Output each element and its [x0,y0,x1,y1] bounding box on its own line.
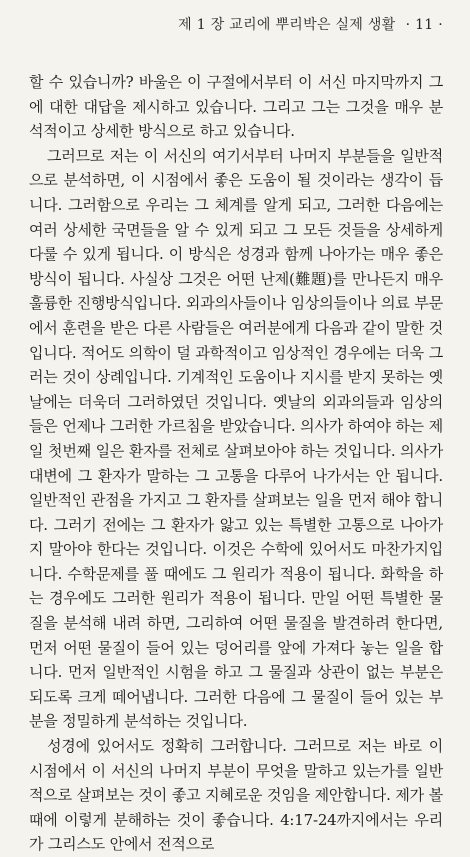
paragraph-1: 할 수 있습니까? 바울은 이 구절에서부터 이 서신 마지막까지 그에 대한 대답을 제시하고 있습니다. 그리고 그는 그것을 매우 분석적이고 상세한 방식으로 하고 있습니다. [29,73,443,141]
body-text [29,70,443,857]
paragraph-3: 성경에 있어서도 정확히 그러합니다. 그러므로 저는 바로 이 시점에서 이 서신의 나머지 부분이 무엇을 말하고 있는가를 일반적으로 살펴보는 것이 좋고 지혜로운 것임을 제안합니다. 제가 볼 때에 이렇게 분해하는 것이 좋습니다. 4:17-24까지에서는 우리가 그리스도 안에서 전적으로 [29,737,443,854]
page-number: · 11 · [405,17,443,33]
running-header [178,14,443,34]
chapter-title: 제 1 장 교리에 뿌리박은 실제 생활 [178,17,396,33]
paragraph-2: 그러므로 저는 이 서신의 여기서부터 나머지 부분들을 일반적으로 분석하면, 이 시점에서 좋은 도움이 될 것이라는 생각이 듭니다. 그러함으로 우리는 그 체계를 알게 되고, 그러한 다음에는 여러 상세한 국면들을 알 수 있게 되고 그 모든 것들을 상세하게 다룰 수 있게 됩니다. 이 방식은 성경과 함께 나아가는 매우 좋은 방식이 됩니다. 사실상 그것은 어떤 난제(難題)를 만나든지 매우 훌륭한 진행방식입니다. 외과의사들이나 임상의들이나 의료 부문에서 훈련을 받은 다른 사람들은 여러분에게 다음과 같이 말한 것입니다. 적어도 의학이 덜 과학적이고 임상적인 경우에는 더욱 그러는 것이 상례입니다. 기계적인 도움이나 지시를 받지 못하는 옛날에는 더욱더 그러하였던 것입니다. 옛날의 외과의들과 임상의들은 언제나 그러한 가르침을 받았습니다. 의사가 하여야 하는 제일 첫번째 일은 환자를 전체로 살펴보아야 하는 것입니다. 의사가 대변에 그 환자가 말하는 그 고통을 다루어 나가서는 안 됩니다. 일반적인 관점을 가지고 그 환자를 살펴보는 일을 먼저 해야 합니다. 그러기 전에는 그 환자가 앓고 있는 특별한 고통으로 나아가지 말아야 한다는 것입니다. 이것은 수학에 있어서도 마찬가지입니다. 수학문제를 풀 때에도 그 원리가 적용이 됩니다. 화학을 하는 경우에도 그러한 원리가 적용이 됩니다. 만일 어떤 특별한 물질을 분석해 내려 하면, 그리하여 어떤 물질을 발견하려 한다면, 먼저 어떤 물질이 들어 있는 덩어리를 앞에 가져다 놓는 일을 합니다. 먼저 일반적인 시험을 하고 그 물질과 상관이 없는 부분은 되도록 크게 떼어냅니다. 그러한 다음에 그 물질이 들어 있는 부분을 정밀하게 분석하는 것입니다. [29,146,443,731]
